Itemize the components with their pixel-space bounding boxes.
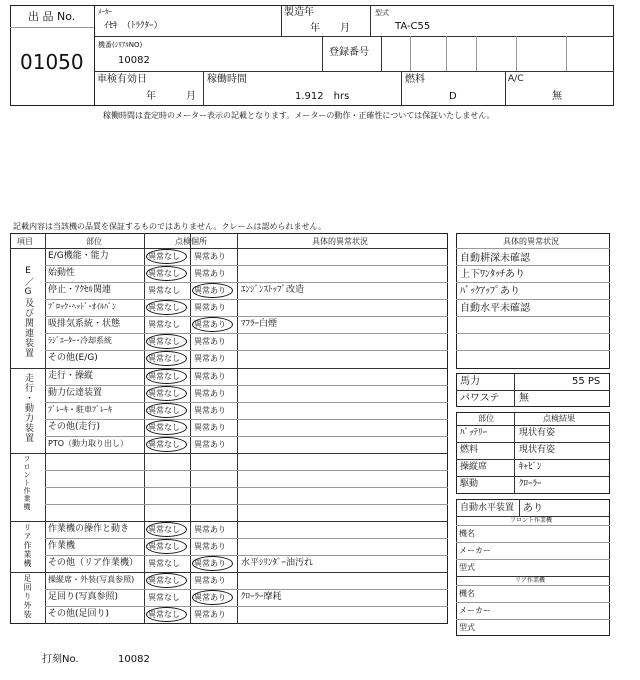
- check-ng-option[interactable]: 異常あり: [194, 610, 226, 619]
- dakoku-value: 10082: [118, 654, 150, 665]
- check-ng-option[interactable]: 異常あり: [194, 559, 226, 568]
- toroku-label: 登録番号: [329, 47, 369, 58]
- front-maker-label: メーカー: [459, 546, 491, 555]
- check-ok-option[interactable]: 異常なし: [148, 559, 180, 568]
- table-row-line: [45, 265, 448, 266]
- table-row-line: [10, 572, 448, 573]
- jido-value: あり: [523, 503, 543, 514]
- row-detail-text: ｴﾝｼﾞﾝｽﾄｯﾌﾟ改造: [241, 285, 305, 295]
- kiban-label: 機番(ｼﾘｱﾙNO): [98, 41, 143, 49]
- row-detail-text: 水平ｼﾘﾝﾀﾞｰ油汚れ: [241, 558, 314, 568]
- seizo-value: 年 月: [310, 23, 350, 34]
- row-part-label: ﾌﾞﾚｰｷ・駐車ﾌﾞﾚｰｷ: [48, 405, 112, 414]
- rear-maker-label: メーカー: [459, 606, 491, 615]
- quality-note: 記載内容は当該機の品質を保証するものではありません。クレームは認められません。: [13, 222, 326, 231]
- detail-row-line: [456, 248, 610, 249]
- check-ok-option[interactable]: 異常なし: [148, 337, 180, 346]
- section-drive-label: 走行・動力装置: [23, 373, 33, 443]
- shuppin-no-label: 出 品 No.: [28, 10, 76, 23]
- kiban-value: 10082: [118, 55, 150, 66]
- nenryo-label: 燃料: [405, 74, 425, 85]
- row-part-label: 走行・操縦: [48, 371, 94, 381]
- bariki-label: 馬力: [460, 376, 480, 387]
- check-part: 操縦席: [460, 462, 488, 472]
- header-col-line: [281, 5, 282, 36]
- header-col-line: [410, 36, 411, 71]
- check-ok-option[interactable]: 異常なし: [148, 252, 180, 261]
- front-katashiki-label: 型式: [459, 563, 475, 572]
- check-ng-option[interactable]: 異常あり: [194, 354, 226, 363]
- table-row-line: [45, 606, 448, 607]
- detail-row-line: [456, 316, 610, 317]
- selected-check-circle: [146, 607, 187, 622]
- table-row-line: [10, 521, 448, 522]
- header-col-line: [401, 71, 402, 106]
- table-row-line: [45, 555, 448, 556]
- maker-value: ｲｾｷ （ﾄﾗｸﾀｰ）: [104, 21, 163, 31]
- ac-label: A/C: [508, 74, 524, 84]
- header-col-line: [322, 36, 323, 71]
- attach-line: [456, 619, 610, 620]
- check-ng-option[interactable]: 異常あり: [194, 576, 226, 585]
- katashiki-value: TA-C55: [395, 21, 431, 32]
- check-ok-option[interactable]: 異常なし: [148, 286, 180, 295]
- row-part-label: 足回り(写真参照): [48, 592, 119, 602]
- row-part-label: その他（リア作業機）: [48, 558, 139, 568]
- col-item-header: 項目: [17, 237, 33, 246]
- header-col-line: [370, 5, 371, 36]
- table-row-line: [45, 333, 448, 334]
- row-part-label: その他(E/G): [48, 353, 98, 363]
- selected-check-circle: [192, 317, 233, 332]
- header-col-line: [203, 71, 204, 106]
- row-part-label: 作業機の操作と動き: [48, 524, 130, 534]
- header-col-line: [446, 36, 447, 71]
- header-col-line: [476, 36, 477, 71]
- detail-item: 自動耕深未確認: [460, 253, 530, 264]
- check-ok-option[interactable]: 異常なし: [148, 525, 180, 534]
- kado-value: 1.912 hrs: [295, 91, 350, 102]
- hours-note: 稼働時間は査定時のメーター表示の記載となります。メーターの動作・正確性については保証いたしません。: [103, 111, 495, 120]
- selected-check-circle: [146, 369, 187, 384]
- table-row-line: [45, 436, 448, 437]
- rear-attach-header: リア作業機: [515, 577, 546, 584]
- row-part-label: ﾗｼﾞｴｰﾀｰ･冷却系統: [48, 336, 112, 345]
- section-eg-label: E／G及び関連装置: [23, 266, 33, 358]
- part-header: 部位: [478, 414, 494, 423]
- result-header: 点検結果: [543, 414, 575, 423]
- check-ok-option[interactable]: 異常なし: [148, 269, 180, 278]
- row-detail-text: ﾏﾌﾗｰ白煙: [241, 319, 278, 329]
- detail-row-line: [456, 333, 610, 334]
- table-row-line: [45, 299, 448, 300]
- kado-label: 稼働時間: [207, 74, 247, 85]
- attach-line: [456, 542, 610, 543]
- check-ng-option[interactable]: 異常あり: [194, 337, 226, 346]
- check-ok-option[interactable]: 異常なし: [148, 576, 180, 585]
- check-line: [456, 476, 610, 477]
- attach-line: [456, 602, 610, 603]
- row-part-label: その他(足回り): [48, 609, 110, 619]
- col-check-header: 点検個所: [175, 237, 207, 246]
- check-ok-option[interactable]: 異常なし: [148, 303, 180, 312]
- check-ng-option[interactable]: 異常あり: [194, 320, 226, 329]
- selected-check-circle: [146, 573, 187, 588]
- front-kishu-label: 機名: [459, 529, 475, 538]
- row-part-label: 始動性: [48, 268, 76, 278]
- selected-check-circle: [146, 249, 187, 264]
- check-line: [456, 425, 610, 426]
- attach-line: [456, 585, 610, 586]
- check-result: 現状有姿: [519, 428, 556, 438]
- col-detail-header: 具体的異常状況: [312, 237, 368, 246]
- dakoku-label: 打刻No.: [42, 654, 79, 665]
- check-ok-option[interactable]: 異常なし: [148, 389, 180, 398]
- header-row-line: [94, 71, 614, 72]
- check-result: 現状有姿: [519, 445, 556, 455]
- right-detail-header: 具体的異常状況: [503, 237, 559, 246]
- section-rear-label: リア作業機: [23, 523, 32, 568]
- power-line: [456, 390, 610, 391]
- shuppin-no-value: 01050: [20, 50, 84, 74]
- maker-label: ﾒｰｶｰ: [98, 8, 112, 16]
- header-col-line: [516, 36, 517, 71]
- check-line: [456, 442, 610, 443]
- check-ng-option[interactable]: 異常あり: [194, 303, 226, 312]
- table-row-line: [45, 419, 448, 420]
- table-row-line: [10, 248, 448, 249]
- check-ng-option[interactable]: 異常あり: [194, 593, 226, 602]
- detail-row-line: [456, 350, 610, 351]
- check-result: ｷｬﾋﾞﾝ: [519, 462, 542, 472]
- table-col-line: [190, 233, 191, 624]
- check-ok-option[interactable]: 異常なし: [148, 440, 180, 449]
- table-row-line: [45, 504, 448, 505]
- detail-row-line: [456, 299, 610, 300]
- check-ok-option[interactable]: 異常なし: [148, 354, 180, 363]
- nenryo-value: D: [449, 91, 457, 102]
- section-front-label: フロント作業機: [23, 455, 31, 511]
- row-part-label: その他(走行): [48, 422, 101, 432]
- check-ng-option[interactable]: 異常あり: [194, 372, 226, 381]
- check-ok-option[interactable]: 異常なし: [148, 320, 180, 329]
- check-ng-option[interactable]: 異常あり: [194, 252, 226, 261]
- selected-check-circle: [192, 590, 233, 605]
- table-row-line: [10, 453, 448, 454]
- check-ok-option[interactable]: 異常なし: [148, 542, 180, 551]
- row-part-label: 動力伝達装置: [48, 388, 103, 398]
- selected-check-circle: [146, 351, 187, 366]
- row-part-label: ﾌﾞﾛｯｸ･ﾍｯﾄﾞ･ｵｲﾙﾊﾟﾝ: [48, 302, 116, 311]
- selected-check-circle: [146, 522, 187, 537]
- selected-check-circle: [146, 386, 187, 401]
- header-divider: [94, 5, 95, 106]
- check-ng-option[interactable]: 異常あり: [194, 389, 226, 398]
- selected-check-circle: [192, 556, 233, 571]
- row-part-label: 停止・ｱｸｾﾙ関連: [48, 285, 112, 295]
- check-ng-option[interactable]: 異常あり: [194, 269, 226, 278]
- section-ashimawari-label: 足回り外装: [23, 574, 32, 619]
- row-part-label: E/G機能・能力: [48, 251, 109, 261]
- attach-line: [456, 559, 610, 560]
- rear-kishu-label: 機名: [459, 589, 475, 598]
- table-row-line: [10, 368, 448, 369]
- selected-check-circle: [146, 334, 187, 349]
- header-row-line: [94, 36, 614, 37]
- katashiki-label: 型式: [375, 9, 389, 17]
- attach-line: [519, 499, 520, 516]
- check-ng-option[interactable]: 異常あり: [194, 286, 226, 295]
- rear-katashiki-label: 型式: [459, 623, 475, 632]
- table-col-line: [45, 233, 46, 624]
- front-attach-header: フロント作業機: [510, 517, 553, 524]
- table-row-line: [45, 350, 448, 351]
- table-row-line: [45, 487, 448, 488]
- table-row-line: [45, 402, 448, 403]
- check-ok-option[interactable]: 異常なし: [148, 423, 180, 432]
- row-part-label: 吸排気系統・状態: [48, 319, 121, 329]
- selected-check-circle: [192, 283, 233, 298]
- jido-label: 自動水平装置: [460, 503, 515, 513]
- col-part-header: 部位: [86, 237, 102, 246]
- check-ng-option[interactable]: 異常あり: [194, 525, 226, 534]
- bariki-value: 55 PS: [572, 376, 601, 387]
- check-ng-option[interactable]: 異常あり: [194, 542, 226, 551]
- detail-item: ﾊﾞｯｸｱｯﾌﾟあり: [460, 286, 520, 297]
- row-part-label: 操縦席・外装(写真参照): [48, 575, 135, 584]
- table-col-line: [237, 233, 238, 624]
- detail-row-line: [456, 282, 610, 283]
- check-ng-option[interactable]: 異常あり: [194, 406, 226, 415]
- check-ok-option[interactable]: 異常なし: [148, 610, 180, 619]
- row-detail-text: ｸﾛｰﾗｰ摩耗: [241, 592, 282, 602]
- row-part-label: PTO（動力取り出し）: [48, 439, 129, 448]
- table-row-line: [45, 316, 448, 317]
- selected-check-circle: [146, 437, 187, 452]
- header-col-line: [566, 36, 567, 71]
- seizo-label: 製造年: [284, 7, 314, 18]
- check-ng-option[interactable]: 異常あり: [194, 440, 226, 449]
- table-col-line: [144, 233, 145, 624]
- header-no-line: [10, 27, 94, 28]
- check-part: 駆動: [460, 479, 479, 489]
- check-ok-option[interactable]: 異常なし: [148, 372, 180, 381]
- table-row-line: [45, 282, 448, 283]
- header-col-line: [505, 71, 506, 106]
- check-ok-option[interactable]: 異常なし: [148, 593, 180, 602]
- check-part: 燃料: [460, 445, 479, 455]
- row-part-label: 作業機: [48, 541, 76, 551]
- table-row-line: [45, 385, 448, 386]
- table-row-line: [45, 538, 448, 539]
- check-part: ﾊﾞｯﾃﾘｰ: [460, 428, 488, 438]
- header-col-line: [381, 36, 382, 71]
- detail-item: 自動水平未確認: [460, 303, 530, 314]
- pawasute-value: 無: [519, 393, 529, 404]
- selected-check-circle: [146, 420, 187, 435]
- selected-check-circle: [146, 403, 187, 418]
- table-row-line: [45, 470, 448, 471]
- check-ok-option[interactable]: 異常なし: [148, 406, 180, 415]
- power-line: [514, 373, 515, 407]
- selected-check-circle: [146, 300, 187, 315]
- selected-check-circle: [146, 539, 187, 554]
- selected-check-circle: [146, 266, 187, 281]
- attach-line: [456, 525, 610, 526]
- shaken-label: 車検有効日: [97, 74, 147, 85]
- detail-item: 上下ﾜﾝﾀｯﾁあり: [460, 269, 525, 280]
- check-line: [456, 459, 610, 460]
- table-row-line: [45, 589, 448, 590]
- ac-value: 無: [552, 91, 562, 102]
- pawasute-label: パワステ: [460, 393, 500, 404]
- shaken-value: 年 月: [146, 91, 196, 102]
- detail-row-line: [456, 265, 610, 266]
- check-result: ｸﾛｰﾗｰ: [519, 479, 542, 489]
- check-ng-option[interactable]: 異常あり: [194, 423, 226, 432]
